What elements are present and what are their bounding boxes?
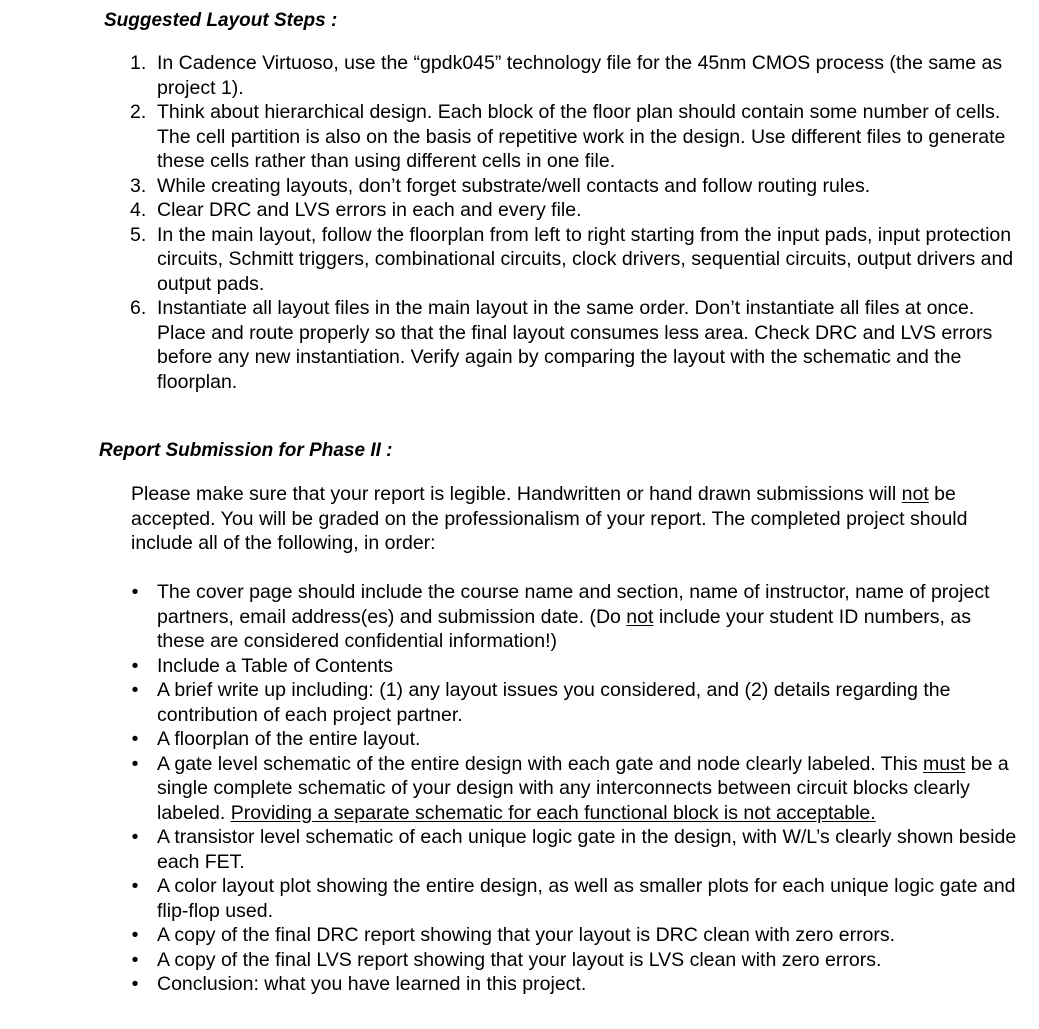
list-item — [131, 948, 1017, 973]
bullet-icon: • — [131, 948, 139, 971]
list-item — [131, 923, 1017, 948]
item-text: Conclusion: what you have learned in this project. — [157, 973, 587, 995]
item-text: A brief write up including: (1) any layout issues you considered, and (2) details regarding the contribution of each project partner. — [157, 679, 951, 726]
bullet-icon: • — [131, 654, 139, 677]
intro-text: be accepted. You will be graded on the professionalism of your report. The completed project should include all of the following, in order: — [131, 483, 968, 554]
step-number: 2. — [130, 101, 147, 123]
layout-steps-list — [130, 51, 1027, 394]
bullet-icon: • — [131, 752, 139, 775]
step-text: While creating layouts, don’t forget substrate/well contacts and follow routing rules. — [157, 174, 871, 197]
list-item — [130, 223, 1027, 297]
item-text: include your student ID numbers, as these are considered confidential information!) — [157, 605, 971, 652]
item-not-underlined: not — [626, 605, 654, 628]
report-requirements-list — [131, 580, 1017, 997]
step-text: In Cadence Virtuoso, use the “gpdk045” technology file for the 45nm CMOS process (the same as project 1). — [157, 52, 1003, 99]
step-text: Think about hierarchical design. Each block of the floor plan should contain some number of cells. The cell partition is also on the basis of repetitive work in the design. Use different files to generate these cells rather than using different cells in one file. — [157, 101, 1006, 172]
step-number: 1. — [130, 52, 147, 74]
step-number: 6. — [130, 297, 147, 319]
list-item — [131, 752, 1017, 826]
item-text: The cover page should include the course name and section, name of instructor, name of project partners, email address(es) and submission date. (Do — [157, 581, 990, 628]
bullet-icon: • — [131, 973, 139, 995]
item-text: A floorplan of the entire layout. — [157, 728, 421, 750]
bullet-icon: • — [131, 875, 139, 897]
intro-text: Please make sure that your report is legible. Handwritten or hand drawn submissions will — [131, 483, 902, 505]
bullet-icon: • — [131, 924, 139, 946]
list-item — [131, 727, 1017, 752]
bullet-icon: • — [131, 679, 139, 701]
step-number: 3. — [130, 174, 147, 197]
report-submission-heading: Report Submission for Phase II : — [99, 440, 393, 461]
layout-steps-heading: Suggested Layout Steps : — [104, 10, 338, 31]
item-must-underlined: must — [923, 752, 966, 775]
item-text: A gate level schematic of the entire design with each gate and node clearly labeled. This — [157, 752, 924, 775]
list-item — [131, 825, 1017, 874]
bullet-icon: • — [131, 826, 139, 848]
report-intro-paragraph — [131, 482, 1011, 556]
list-item — [130, 174, 1027, 199]
step-text: Clear DRC and LVS errors in each and every file. — [157, 199, 582, 221]
list-item — [131, 654, 1017, 679]
item-text: A copy of the final DRC report showing that your layout is DRC clean with zero errors. — [157, 924, 896, 946]
step-number: 5. — [130, 223, 147, 246]
list-item — [130, 100, 1027, 174]
intro-not-underlined: not — [901, 483, 929, 505]
bullet-icon: • — [131, 728, 139, 750]
item-text: be a single complete schematic of your design with any interconnects between circuit blocks clearly labeled. — [157, 752, 1009, 824]
item-underlined-text: Providing a separate schematic for each functional block is not acceptable. — [230, 801, 876, 824]
step-text: In the main layout, follow the floorplan from left to right starting from the input pads, input protection circuits, Schmitt triggers, combinational circuits, clock drivers, sequential circuits, output drivers and output pads. — [157, 223, 1014, 295]
item-text: Include a Table of Contents — [157, 654, 393, 677]
list-item — [130, 198, 1027, 223]
step-number: 4. — [130, 199, 147, 221]
list-item — [131, 874, 1017, 923]
bullet-icon: • — [131, 581, 139, 603]
list-item — [131, 580, 1017, 654]
item-text: A transistor level schematic of each unique logic gate in the design, with W/L’s clearly shown beside each FET. — [157, 826, 1017, 873]
list-item — [131, 678, 1017, 727]
list-item — [130, 296, 1027, 394]
item-text: A color layout plot showing the entire design, as well as smaller plots for each unique logic gate and flip-flop used. — [157, 875, 1016, 922]
list-item — [131, 972, 1017, 997]
list-item — [130, 51, 1027, 100]
item-text: A copy of the final LVS report showing that your layout is LVS clean with zero errors. — [157, 948, 882, 971]
step-text: Instantiate all layout files in the main layout in the same order. Don’t instantiate all files at once. Place and route properly so that the final layout consumes less area. Check DRC and LVS errors before any new instantiation. Verify again by comparing the layout with the schematic and the floorplan. — [157, 297, 993, 393]
